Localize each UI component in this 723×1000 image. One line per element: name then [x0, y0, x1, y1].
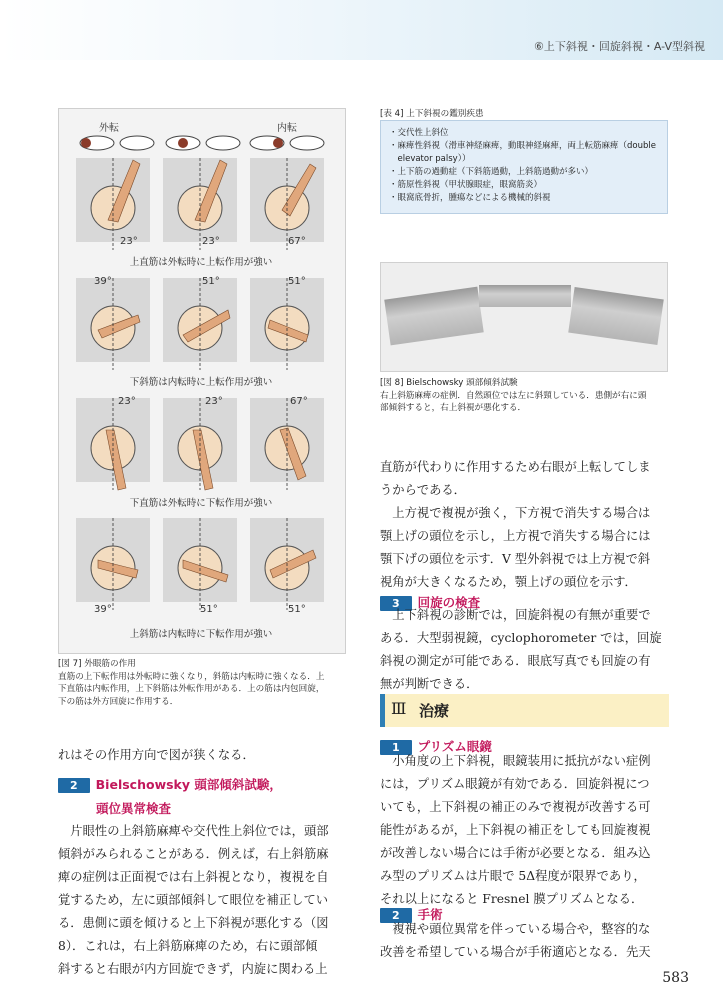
row-caption: 下斜筋は内転時に上転作用が強い	[129, 377, 273, 388]
section-title: 回旋の検査	[417, 595, 481, 610]
angle-label: 51°	[288, 276, 306, 287]
table-item: ・眼窩底骨折，腫瘍などによる機械的斜視	[389, 193, 551, 203]
table-4-title: [表 4] 上下斜視の鑑別疾患	[380, 109, 484, 119]
caption-line: 下直筋は内転作用，上下斜筋は外転作用がある．上の筋は内包回旋，	[58, 684, 325, 694]
text-line: には，プリズム眼鏡が有効である．回旋斜視につ	[380, 777, 650, 791]
text-line: 上下斜視の診断では，回旋斜視の有無が重要で	[380, 608, 651, 622]
table-item: ・筋原性斜視（甲状腺眼症，眼窩筋炎）	[389, 180, 543, 190]
text-line: 顎上げの頭位を示し，上方視で消失する場合には	[380, 529, 651, 543]
angle-label: 39°	[94, 276, 112, 287]
text-line: 改善を希望している場合が手術適応となる．先天	[380, 945, 651, 959]
table-item: elevator palsy））	[389, 154, 471, 164]
angle-label: 39°	[94, 604, 112, 615]
text-line: 能性があるが，上下斜視の補正をしても回旋複視	[380, 823, 651, 837]
section-title: 手術	[417, 907, 443, 922]
text-line: が改善しない場合には手術が必要となる．組み込	[380, 846, 651, 860]
angle-label: 23°	[118, 396, 136, 407]
angle-label: 67°	[290, 396, 308, 407]
text-line: 無が判断できる．	[380, 677, 479, 691]
text-line: いても，上下斜視の補正のみで複視が改善する可	[380, 800, 651, 814]
figure-8-caption	[380, 377, 670, 415]
section-number: 2	[380, 908, 412, 923]
section-title: Bielschowsky 頭部傾斜試験，	[95, 777, 282, 792]
section-title: プリズム眼鏡	[417, 739, 492, 754]
angle-label: 23°	[120, 236, 138, 247]
text-line: それ以上になると Fresnel 膜プリズムとなる．	[380, 892, 644, 906]
section-number: 2	[58, 778, 90, 793]
adduction-label: 内転	[277, 123, 297, 134]
text-line: 小角度の上下斜視，眼鏡装用に抵抗がない症例	[380, 754, 651, 768]
angle-label: 23°	[205, 396, 223, 407]
text-line: 上方視で複視が強く，下方視で消失する場合は	[380, 506, 651, 520]
text-line: 視角が大きくなるため，顎上げの頭位を示す．	[380, 575, 637, 589]
right-body-c	[380, 750, 680, 911]
text-line: 斜視の測定が可能である．眼底写真でも回旋の有	[380, 654, 651, 668]
left-text-top	[58, 744, 348, 767]
tilted-right-photo	[568, 287, 664, 345]
text-line: れはその作用方向で図が狭くなる．	[58, 748, 255, 762]
text-line: 片眼性の上斜筋麻痺や交代性上斜位では，頭部	[58, 824, 329, 838]
angle-label: 51°	[202, 276, 220, 287]
row-caption: 上直筋は外転時に上転作用が強い	[129, 257, 273, 268]
row-caption: 上斜筋は内転時に下転作用が強い	[129, 629, 273, 640]
caption-line: 下の筋は外方回旋に作用する．	[58, 696, 179, 707]
text-line: 斜すると右眼が内方回旋できず，内旋に関わる上	[58, 962, 328, 976]
figure-7-caption-title: [図 7] 外眼筋の作用	[58, 659, 136, 669]
right-body-b	[380, 604, 680, 696]
table-item: ・上下筋の過動症（下斜筋過動，上斜筋過動が多い）	[389, 167, 594, 177]
text-line: うからである．	[380, 483, 466, 497]
text-line: 傾斜がみられることがある．例えば，右上斜筋麻	[58, 847, 329, 861]
angle-label: 23°	[202, 236, 220, 247]
neutral-photo	[479, 285, 571, 307]
section-number: 3	[380, 596, 412, 611]
right-body-a	[380, 456, 680, 594]
chapter-3-heading	[380, 694, 669, 727]
text-line: 痺の症例は正面視では右上斜視となり，複視を自	[58, 870, 329, 884]
text-line: 覚するため，左に頭部傾斜して眼位を補正してい	[58, 893, 329, 907]
text-line: 複視や頭位異常を伴っている場合や，整容的な	[380, 922, 651, 936]
section-title-line2: 頭位異常検査	[96, 801, 172, 816]
text-line: る．患側に頭を傾けると上下斜視が悪化する（図	[58, 916, 329, 930]
abduction-label: 外転	[99, 123, 119, 134]
caption-line: 直筋の上下転作用は外転時に強くなり，斜筋は内転時に強くなる．上	[58, 671, 325, 682]
angle-label: 51°	[200, 604, 218, 615]
section-2-heading	[58, 774, 358, 817]
caption-line: 部傾斜すると，右上斜視が悪化する．	[380, 403, 527, 413]
chapter-number: Ⅲ	[391, 699, 407, 718]
caption-line: 右上斜筋麻痺の症例．自然頭位では左に斜頸している．患側が右に頭	[380, 390, 647, 401]
figure-8-photo	[380, 262, 668, 372]
figure-8-caption-title: [図 8] Bielschowsky 頭部傾斜試験	[380, 378, 518, 388]
text-line: ある．大型弱視鏡，cyclophorometer では，回旋	[380, 631, 662, 645]
running-title: ⑥上下斜視・回旋斜視・A-V型斜視	[534, 40, 705, 53]
figure-7-caption	[58, 658, 348, 708]
tilted-left-photo	[384, 287, 483, 346]
angle-label: 51°	[288, 604, 306, 615]
left-body	[58, 820, 358, 981]
right-body-d	[380, 918, 680, 964]
text-line: 直筋が代わりに作用するため右眼が上転してしま	[380, 460, 651, 474]
row-caption: 下直筋は外転時に下転作用が強い	[129, 498, 273, 509]
table-item: ・麻痺性斜視（滑車神経麻痺，動眼神経麻痺，両上転筋麻痺（double	[389, 141, 656, 151]
table-4	[380, 120, 668, 214]
text-line: 顎下げの頭位を示す．V 型外斜視では上方視で斜	[380, 552, 651, 566]
section-number: 1	[380, 740, 412, 755]
angle-label: 67°	[288, 236, 306, 247]
text-line: 8）．これは，右上斜筋麻痺のため，右に頭部傾	[58, 939, 318, 953]
chapter-title: 治療	[419, 702, 450, 720]
table-item: ・交代性上斜位	[389, 128, 449, 138]
text-line: み型のプリズムは片眼で 5Δ程度が限界であり，	[380, 869, 646, 883]
page-number: 583	[662, 970, 689, 986]
